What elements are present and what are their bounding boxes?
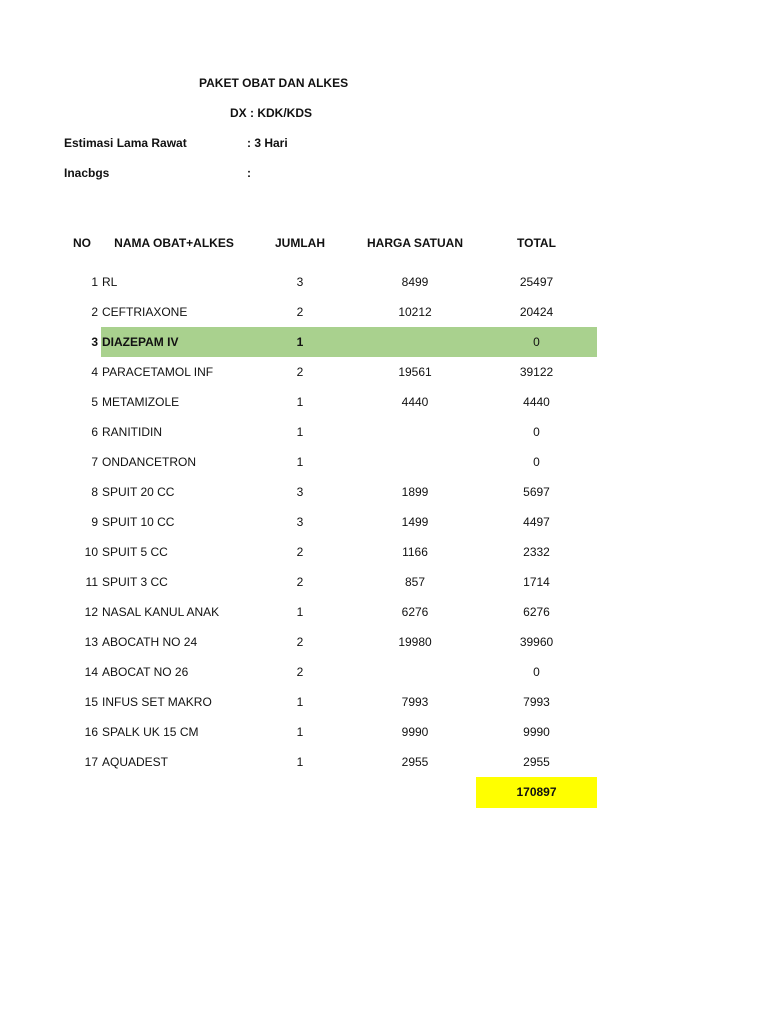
cell-total: 20424 [519,305,554,319]
cell-no: 6 [91,425,98,439]
cell-no: 1 [91,275,98,289]
cell-total: 4497 [523,515,550,529]
table-row [64,597,604,627]
cell-qty: 3 [296,275,304,289]
cell-qty: 1 [296,455,304,469]
cell-name: ONDANCETRON [102,455,197,469]
cell-total: 25497 [519,275,554,289]
header-no: NO [73,236,91,250]
cell-price: 19980 [398,635,432,649]
header-price: HARGA SATUAN [367,236,463,250]
cell-price: 7993 [401,695,429,709]
cell-name: SPALK UK 15 CM [102,725,199,739]
cell-name: RANITIDIN [102,425,162,439]
header-name: NAMA OBAT+ALKES [114,236,234,250]
table-body [64,267,604,777]
table-row [64,387,604,417]
cell-total: 39960 [519,635,554,649]
cell-total: 0 [533,425,540,439]
cell-name: CEFTRIAXONE [102,305,188,319]
cell-price: 1499 [401,515,429,529]
cell-name: ABOCATH NO 24 [102,635,198,649]
cell-total: 6276 [523,605,550,619]
cell-name: SPUIT 5 CC [102,545,168,559]
cell-no: 15 [84,695,98,709]
cell-name: SPUIT 10 CC [102,515,175,529]
cell-no: 8 [91,485,98,499]
page-title: PAKET OBAT DAN ALKES [199,76,349,90]
cell-qty: 2 [296,305,304,319]
cell-name: RL [102,275,118,289]
table-header [64,228,604,258]
diagnosis-label: DX : KDK/KDS [230,106,313,120]
cell-price: 6276 [401,605,429,619]
table-row [64,267,604,297]
table-row [64,567,604,597]
cell-total: 0 [533,335,540,349]
cell-price: 1166 [402,545,428,559]
cell-qty: 1 [296,605,304,619]
cell-no: 12 [84,605,98,619]
cell-price: 19561 [398,365,432,379]
cell-qty: 1 [296,425,304,439]
table-row [64,627,604,657]
cell-price: 857 [404,575,426,589]
cell-name: DIAZEPAM IV [102,335,179,349]
cell-name: NASAL KANUL ANAK [102,605,220,619]
table-row [64,447,604,477]
cell-qty: 1 [296,725,304,739]
cell-no: 14 [84,665,98,679]
cell-total: 2955 [523,755,550,769]
table-row [64,537,604,567]
table-row [64,687,604,717]
cell-no: 17 [84,755,98,769]
table-row [64,507,604,537]
table-row [64,297,604,327]
table-row [64,327,604,357]
medicine-table [64,228,604,807]
table-row [64,357,604,387]
estimasi-label: Estimasi Lama Rawat [64,136,187,150]
table-row [64,477,604,507]
cell-no: 11 [85,575,98,589]
table-row [64,417,604,447]
cell-no: 3 [91,335,98,349]
cell-name: SPUIT 3 CC [102,575,168,589]
cell-total: 5697 [523,485,550,499]
cell-qty: 1 [296,695,304,709]
cell-no: 2 [91,305,98,319]
cell-price: 8499 [401,275,429,289]
cell-qty: 1 [296,335,304,349]
header-qty: JUMLAH [275,236,325,250]
cell-no: 4 [91,365,98,379]
cell-name: PARACETAMOL INF [102,365,214,379]
cell-qty: 2 [296,365,304,379]
cell-no: 10 [84,545,98,559]
cell-price: 2955 [401,755,429,769]
cell-total: 4440 [523,395,550,409]
inacbgs-label: Inacbgs [64,166,110,180]
cell-no: 13 [84,635,98,649]
grand-total-cell: 170897 [476,777,597,808]
cell-no: 16 [84,725,98,739]
cell-qty: 2 [296,665,304,679]
cell-qty: 2 [296,545,304,559]
cell-total: 0 [533,455,540,469]
cell-name: INFUS SET MAKRO [102,695,212,709]
table-row [64,657,604,687]
estimasi-value: : 3 Hari [247,136,288,150]
cell-name: SPUIT 20 CC [102,485,175,499]
cell-total: 9990 [523,725,550,739]
cell-name: ABOCAT NO 26 [102,665,189,679]
cell-no: 7 [91,455,98,469]
cell-total: 2332 [523,545,550,559]
cell-price: 10212 [398,305,432,319]
cell-qty: 2 [296,575,304,589]
cell-no: 9 [91,515,98,529]
header-total: TOTAL [517,236,556,250]
cell-qty: 2 [296,635,304,649]
cell-price: 9990 [401,725,429,739]
table-row [64,747,604,777]
cell-total: 7993 [523,695,550,709]
cell-name: AQUADEST [102,755,169,769]
grand-total-row [64,777,604,807]
inacbgs-value: : [247,166,251,180]
cell-qty: 1 [296,395,304,409]
cell-price: 1899 [401,485,429,499]
cell-name: METAMIZOLE [102,395,180,409]
cell-qty: 1 [296,755,304,769]
cell-no: 5 [91,395,98,409]
cell-price: 4440 [401,395,429,409]
table-row [64,717,604,747]
cell-qty: 3 [296,515,304,529]
cell-total: 0 [533,665,540,679]
cell-total: 39122 [519,365,554,379]
cell-total: 1714 [523,575,550,589]
cell-qty: 3 [296,485,304,499]
